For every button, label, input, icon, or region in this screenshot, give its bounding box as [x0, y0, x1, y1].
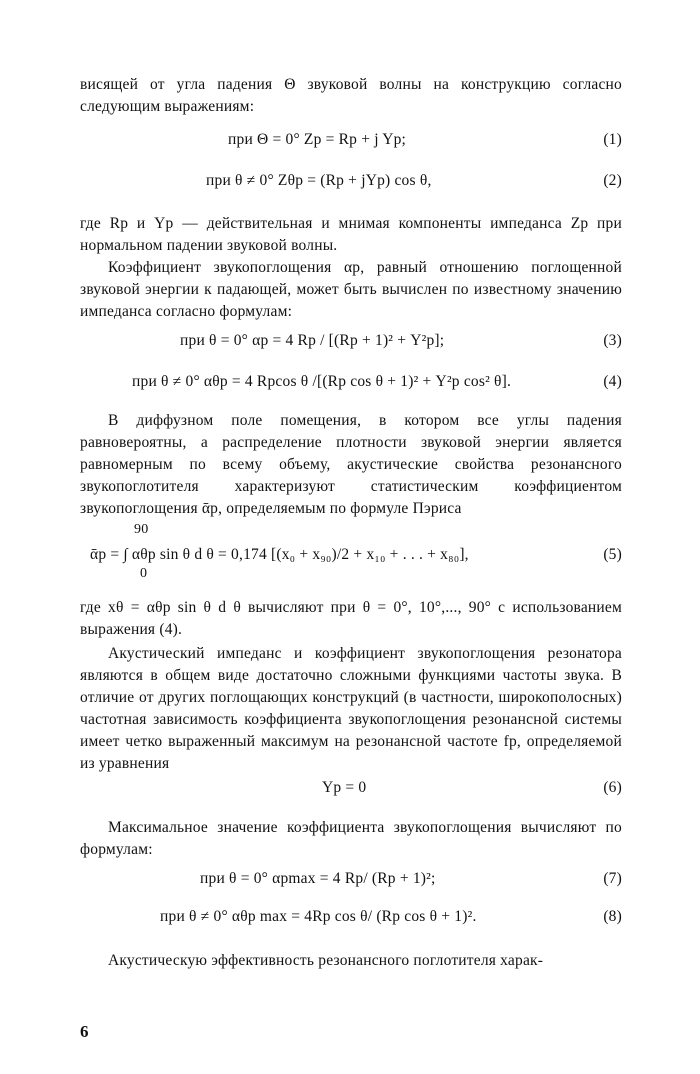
- equation-5-number: (5): [603, 546, 622, 563]
- equation-5-lower-limit: 0: [140, 566, 148, 581]
- paragraph-maximum: Максимальное значение коэффициента звукопоглощения вычисляют по формулам:: [80, 819, 622, 858]
- equation-6-number: (6): [603, 779, 622, 796]
- paragraph-last: Акустическую эффективность резонансного поглотителя харак-: [108, 952, 544, 969]
- paragraph-where-1: где Rр и Yр — действительная и мнимая компоненты импеданса Zр при нормальном падении звуковой волны.: [80, 215, 622, 254]
- equation-7: при θ = 0° αрmax = 4 Rр/ (Rр + 1)²;: [200, 870, 436, 887]
- equation-8-number: (8): [603, 908, 622, 925]
- paragraph-intro: висящей от угла падения Θ звуковой волны на конструкцию согласно следующим выражениям:: [80, 76, 622, 115]
- paragraph-diffuse-field: В диффузном поле помещения, в котором все углы падения равновероятны, а распределение плотности звуковой энергии является равномерным по всему объему, акустические свойства резонансного звукопоглотителя характеризуют статистическим коэффициентом звукопоглощения ᾱр, определяемым по формуле Пэриса: [80, 412, 622, 517]
- equation-3: при θ = 0° αр = 4 Rр / [(Rр + 1)² + Y²р];: [180, 332, 445, 349]
- equation-1-number: (1): [603, 131, 622, 148]
- equation-5: ᾱр = ∫ αθр sin θ d θ = 0,174 [(x₀ + x₉₀)/2 + x₁₀ + . . . + x₈₀],: [90, 546, 469, 563]
- equation-4-number: (4): [603, 373, 622, 390]
- equation-5-upper-limit: 90: [134, 522, 149, 537]
- equation-6: Yр = 0: [322, 779, 367, 796]
- equation-4: при θ ≠ 0° αθр = 4 Rрcos θ /[(Rр cos θ + 1)² + Y²р cos² θ].: [132, 373, 512, 390]
- paragraph-impedance: Акустический импеданс и коэффициент звукопоглощения резонатора являются в общем виде достаточно сложными функциями частоты звука. В отличие от других поглощающих конструкций (в частности, широкополосных) частотная зависимость коэффициента звукопоглощения резонансной системы имеет четко выраженный максимум на резонансной частоте fр, определяемой из уравнения: [80, 645, 622, 772]
- paragraph-where-2: где xθ = αθр sin θ d θ вычисляют при θ = 0°, 10°,..., 90° с использованием выражения (4).: [80, 599, 622, 638]
- equation-1: при Θ = 0° Zр = Rр + j Yр;: [228, 131, 407, 148]
- paragraph-coefficient: Коэффициент звукопоглощения αр, равный отношению поглощенной звуковой энергии к падающей, может быть вычислен по известному значению импеданса согласно формулам:: [80, 259, 622, 320]
- page-number: 6: [80, 1022, 89, 1041]
- equation-8: при θ ≠ 0° αθр max = 4Rр cos θ/ (Rр cos θ + 1)².: [160, 908, 477, 925]
- equation-7-number: (7): [603, 870, 622, 887]
- equation-2-number: (2): [603, 172, 622, 189]
- equation-3-number: (3): [603, 332, 622, 349]
- equation-2: при θ ≠ 0° Zθр = (Rр + jYр) cos θ,: [206, 172, 432, 189]
